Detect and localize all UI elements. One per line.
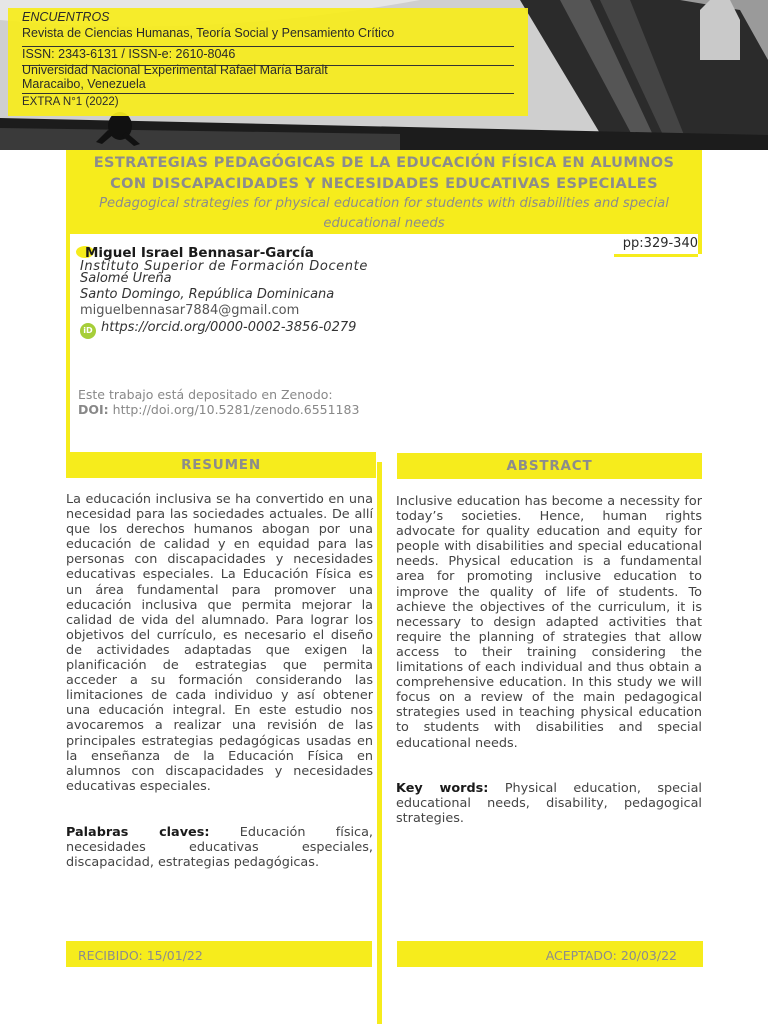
resumen-text: La educación inclusiva se ha convertido en una necesidad para las sociedades actuales. De allí que los derechos humanos abogan por una educación de calidad y en equidad para las personas con discapacidades y necesidades educativas especiales. La Educación Física es un área fundamental para promover una educación inclusiva que permita mejorar la calidad de vida del alumnado. Para lograr los objetivos del currículo, es necesario el diseño de actividades adaptadas que exigen la planificación de estrategias que permita acceder a su formación considerando las limitaciones de cada individuo y así obtener una educación integral. En este estudio nos avocaremos a realizar una revisión de las principales estrategias pedagógicas usadas en la enseñanza de la Educación Física en alumnos con discapacidades y necesidades educativas especiales. <box>66 492 373 794</box>
right-accent-bar <box>698 234 702 254</box>
doi-line <box>78 402 359 417</box>
title-spanish-line1: ESTRATEGIAS PEDAGÓGICAS DE LA EDUCACIÓN FÍSICA EN ALUMNOS <box>93 155 675 171</box>
journal-name: ENCUENTROS <box>22 10 110 24</box>
resumen-keywords-label: Palabras claves: <box>66 825 210 840</box>
title-english-line1: Pedagogical strategies for physical education for students with disabilities and special <box>99 196 669 211</box>
author-affiliation: Instituto Superior de Formación Docente <box>80 259 368 274</box>
zenodo-note: Este trabajo está depositado en Zenodo: <box>78 387 333 402</box>
header-divider <box>22 93 514 94</box>
abstract-heading: ABSTRACT <box>397 453 702 479</box>
journal-location: Maracaibo, Venezuela <box>22 77 146 91</box>
journal-edition: EXTRA N°1 (2022) <box>22 96 119 108</box>
orcid-icon: iD <box>80 323 96 339</box>
left-accent-bar <box>66 234 70 452</box>
abstract-keywords-label: Key words: <box>396 781 489 796</box>
journal-subtitle: Revista de Ciencias Humanas, Teoría Social y Pensamiento Crítico <box>22 26 395 40</box>
abstract-text: Inclusive education has become a necessity for today’s societies. Hence, human rights advocate for quality education and equity for people with disabilities and special educational needs. Physical education is a fundamental area for promoting inclusive education to improve the quality of life of students. To achieve the objectives of the curriculum, it is necessary to design adapted activities that require the planning of strategies that allow access to their training considering the limitations of each individual and thus obtain a comprehensive education. In this study we will focus on a review of the main pedagogical strategies used in teaching physical education to students with disabilities and special educational needs. <box>396 494 702 751</box>
journal-header-box <box>8 8 528 116</box>
received-date-bar <box>66 941 372 967</box>
resumen-heading: RESUMEN <box>66 452 376 478</box>
author-affiliation-2: Salomé Ureña <box>80 271 172 286</box>
doi-label: DOI: <box>78 402 109 417</box>
accepted-date-bar <box>397 941 703 967</box>
journal-university: Universidad Nacional Experimental Rafael María Baralt <box>22 63 328 77</box>
resumen-keywords <box>66 825 373 870</box>
title-spanish-line2: CON DISCAPACIDADES Y NECESIDADES EDUCATIVAS ESPECIALES <box>110 176 658 192</box>
orcid-link[interactable]: https://orcid.org/0000-0002-3856-0279 <box>101 320 357 335</box>
title-english-line2: educational needs <box>323 216 445 231</box>
received-date: RECIBIDO: 15/01/22 <box>78 948 203 963</box>
column-divider <box>377 462 382 1024</box>
header-photo <box>0 0 768 150</box>
author-city: Santo Domingo, República Dominicana <box>80 287 335 302</box>
author-email[interactable]: miguelbennasar7884@gmail.com <box>80 303 300 318</box>
accepted-date: ACEPTADO: 20/03/22 <box>545 948 677 963</box>
author-name: Miguel Israel Bennasar-García <box>85 245 314 261</box>
abstract-keywords-text: Physical education, special educational needs, disability, pedagogical strategies. <box>396 781 702 827</box>
abstract-keywords <box>396 781 702 826</box>
title-english <box>66 194 702 234</box>
page-range: pp:329-340 <box>614 236 698 257</box>
title-spanish <box>66 153 702 195</box>
title-block <box>66 150 702 234</box>
doi-link[interactable]: http://doi.org/10.5281/zenodo.6551183 <box>112 402 360 417</box>
resumen-keywords-text: Educación física, necesidades educativas especiales, discapacidad, estrategias pedagógicas. <box>66 825 373 871</box>
journal-issn: ISSN: 2343-6131 / ISSN-e: 2610-8046 <box>22 47 236 61</box>
